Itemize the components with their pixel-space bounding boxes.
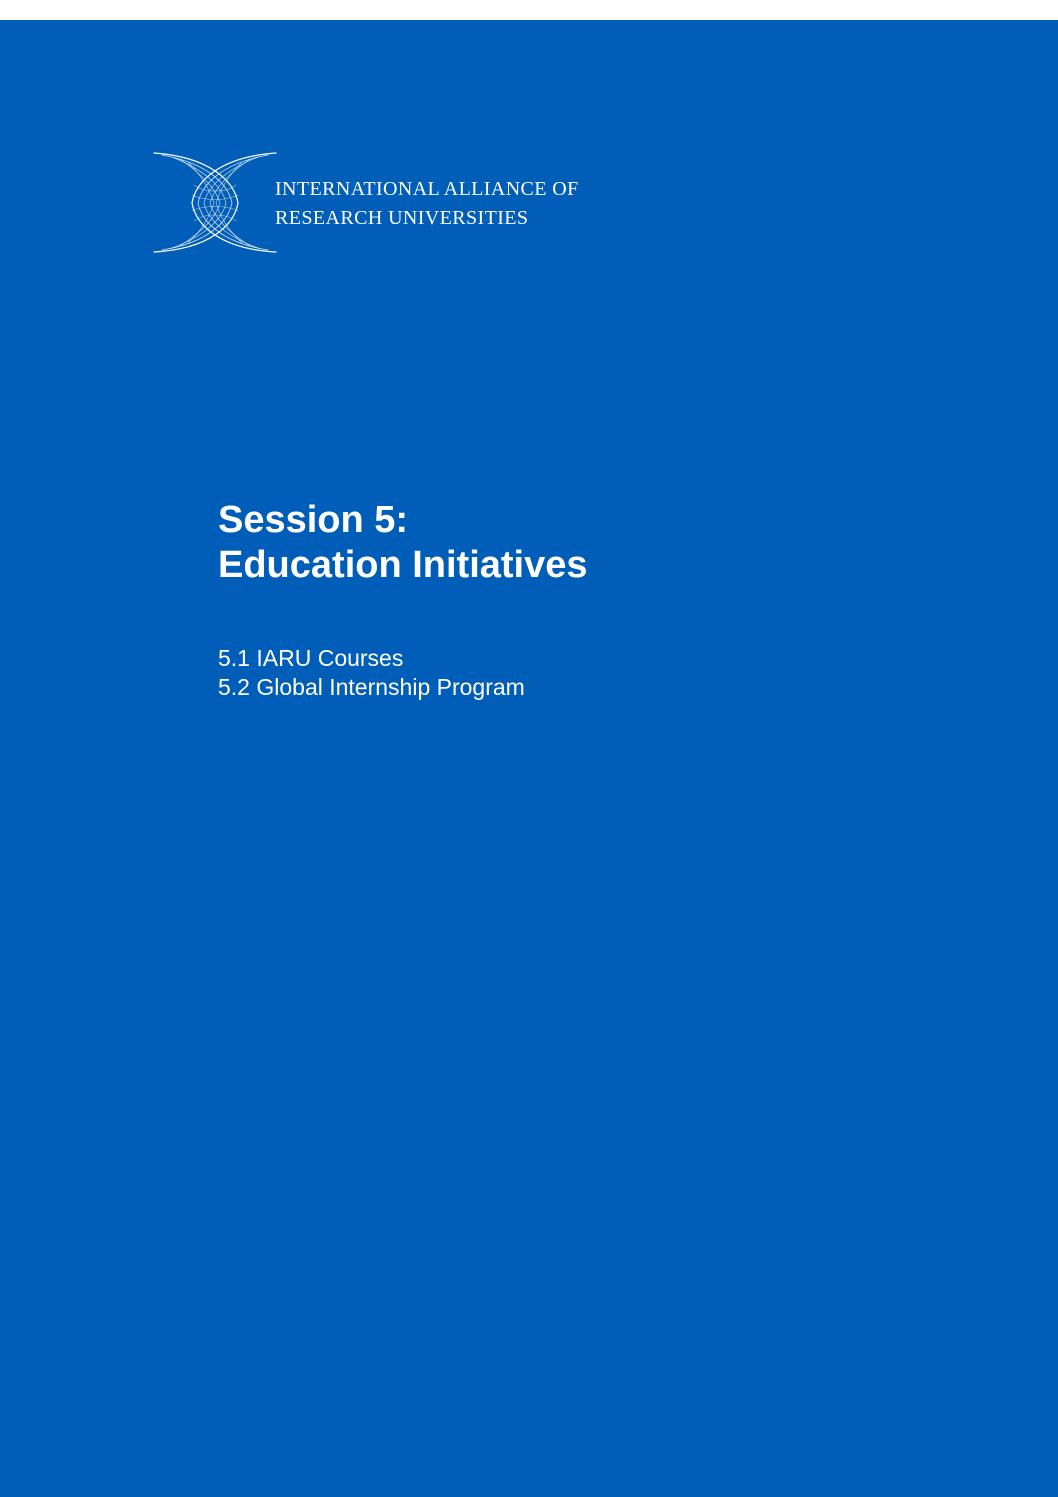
logo-line-2: RESEARCH UNIVERSITIES [275, 207, 529, 229]
iaru-crossed-arcs-logo-icon [152, 151, 278, 255]
session-topic: Education Initiatives [218, 544, 588, 586]
page-top-margin [0, 0, 1058, 20]
logo-wordmark [275, 175, 579, 233]
agenda-item: 5.1 IARU Courses [218, 645, 404, 671]
agenda-item: 5.2 Global Internship Program [218, 674, 525, 700]
session-agenda-list [218, 644, 525, 702]
logo-line-1: INTERNATIONAL ALLIANCE OF [275, 178, 579, 200]
session-title [218, 498, 588, 588]
organization-logo [152, 151, 632, 255]
session-number: Session 5: [218, 499, 409, 541]
cover-page [0, 20, 1058, 1497]
